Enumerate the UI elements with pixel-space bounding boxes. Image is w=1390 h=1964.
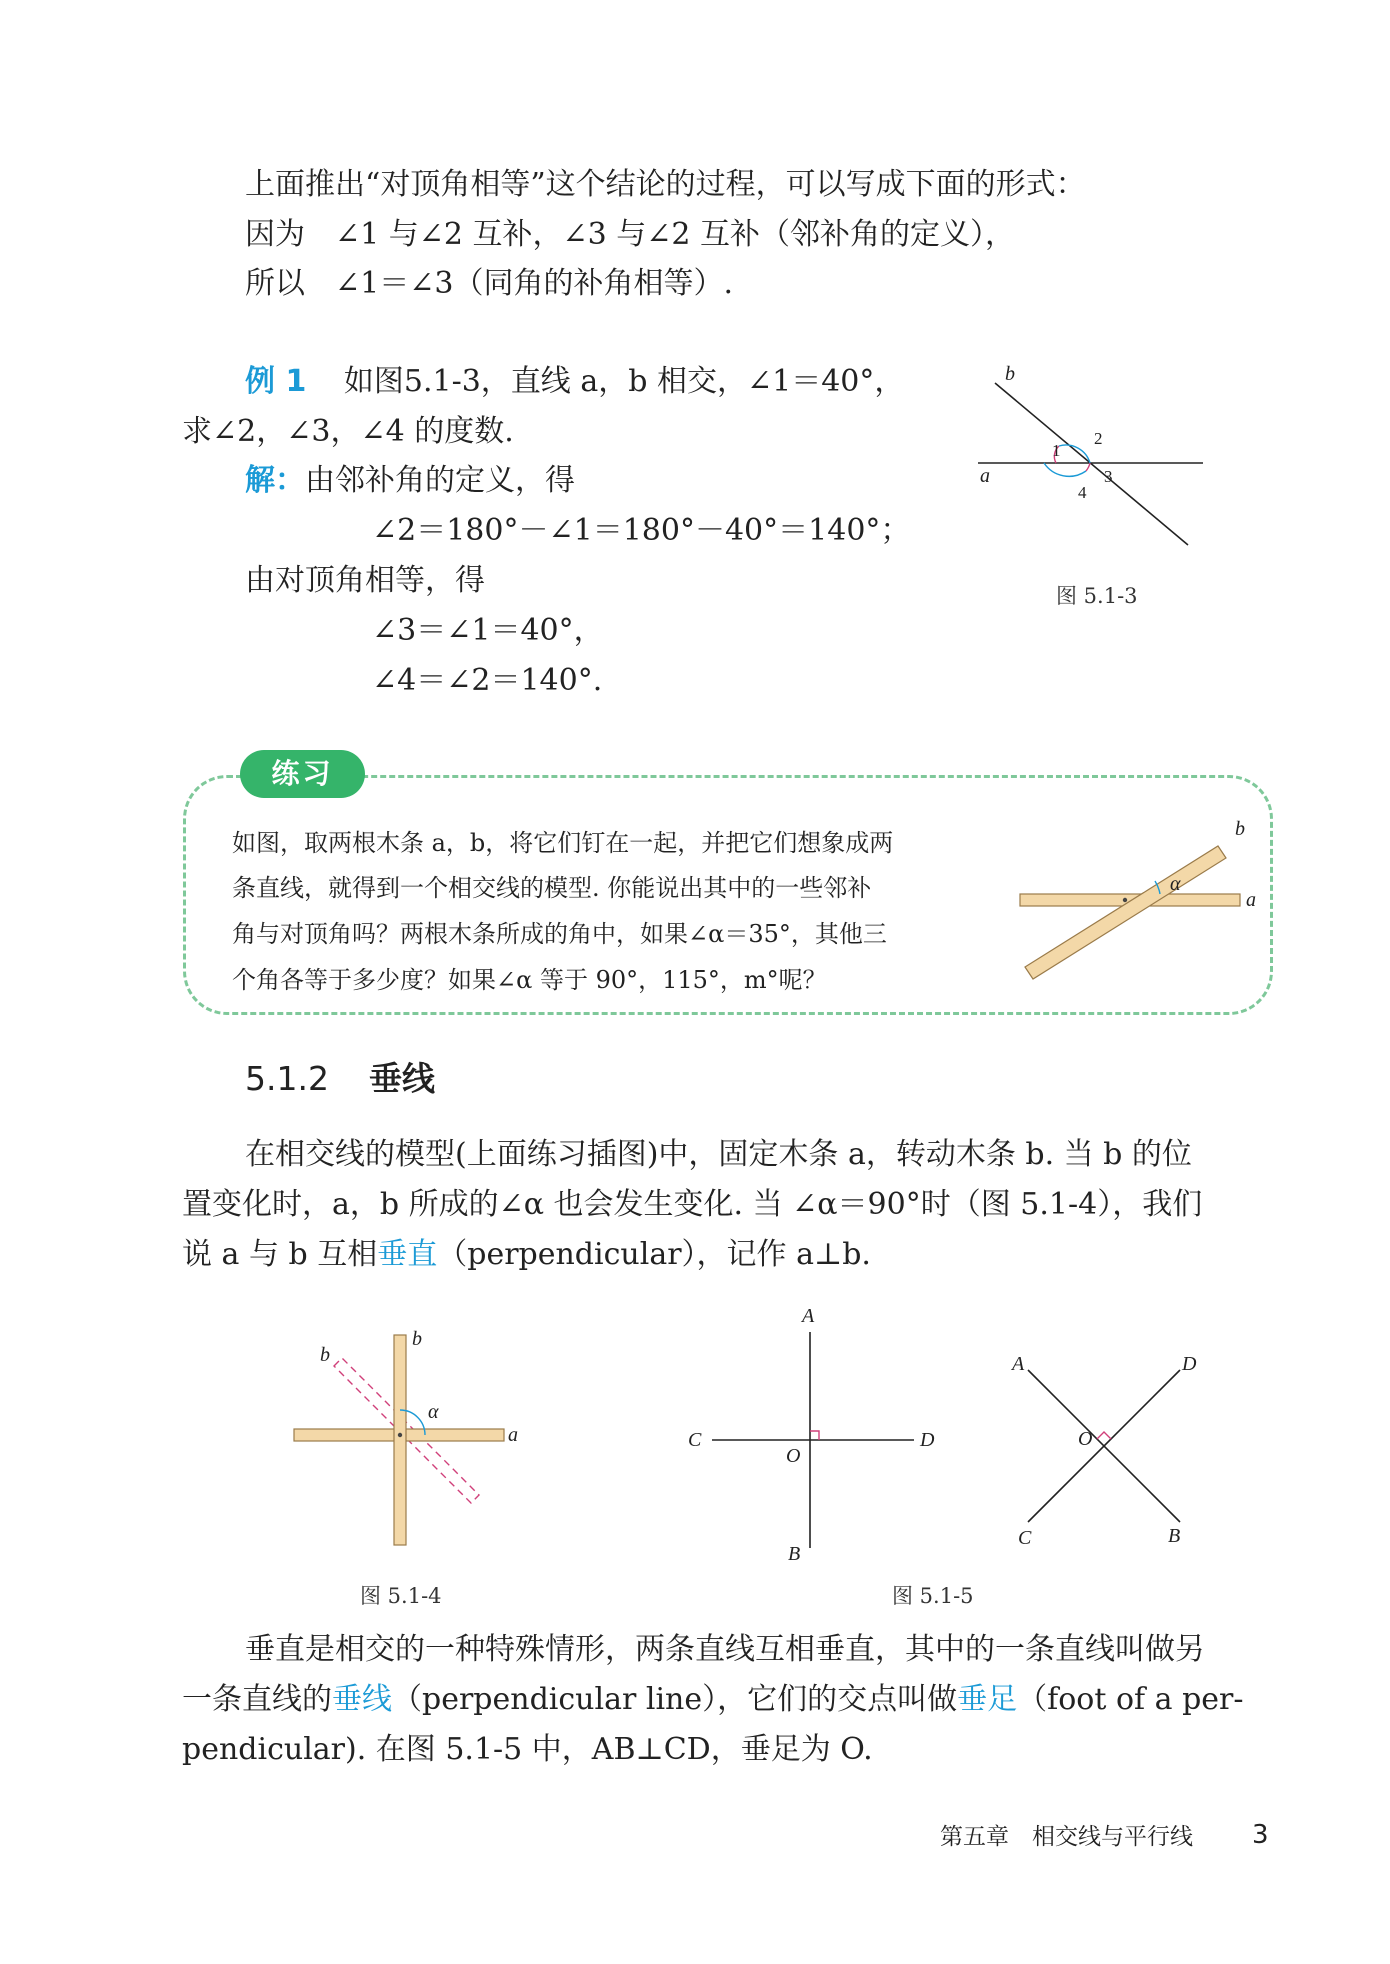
angle-4-arc: [1044, 463, 1086, 476]
solution-label: 解：: [245, 463, 305, 498]
practice-tag: 练习: [240, 750, 365, 798]
angle-2-arc: [1059, 445, 1090, 463]
label-alpha: α: [1170, 873, 1181, 895]
intro-line-2: 因为 ∠1 与∠2 互补，∠3 与∠2 互补（邻补角的定义），: [245, 217, 1016, 252]
figure-5-1-5-caption: 图 5.1-5: [892, 1584, 974, 1608]
perp-line-5-post: （foot of a per-: [1017, 1682, 1244, 1717]
solution-line-2: ∠2＝180°－∠1＝180°－40°＝140°；: [372, 513, 911, 548]
label-b: b: [412, 1328, 422, 1350]
solution-line-1: [245, 461, 575, 501]
example-question: 如图5.1-3，直线 a，b 相交，∠1＝40°，: [343, 364, 905, 399]
label-a: a: [980, 465, 990, 487]
section-heading: [245, 1057, 435, 1101]
label-alpha: α: [428, 1401, 439, 1423]
perp-line-6: pendicular). 在图 5.1-5 中，AB⊥CD，垂足为 O.: [182, 1732, 873, 1767]
practice-line-2: 条直线，就得到一个相交线的模型. 你能说出其中的一些邻补: [232, 874, 872, 902]
intro-line-3: 所以 ∠1＝∠3（同角的补角相等）.: [245, 266, 733, 301]
pivot-nail: [398, 1433, 402, 1437]
label-angle-4: 4: [1078, 483, 1087, 502]
label-angle-3: 3: [1104, 467, 1113, 486]
angle-3-arc: [1086, 463, 1090, 471]
section-number: 5.1.2: [245, 1059, 329, 1098]
figure-5-1-4-caption: 图 5.1-4: [360, 1584, 442, 1608]
label-a: a: [508, 1424, 518, 1446]
label-D-diagonal: D: [1182, 1353, 1197, 1375]
perp-line-5: [182, 1680, 1244, 1720]
label-O: O: [786, 1445, 801, 1467]
solution-line-4: ∠3＝∠1＝40°，: [372, 613, 604, 648]
practice-line-3: 角与对顶角吗？两根木条所成的角中，如果∠α＝35°，其他三: [232, 920, 887, 948]
intro-line-1: 上面推出“对顶角相等”这个结论的过程，可以写成下面的形式：: [245, 167, 1086, 202]
example-label: 例 1: [245, 364, 307, 399]
pivot-nail: [1123, 898, 1127, 902]
perp-line-5-mid: （perpendicular line），它们的交点叫做: [392, 1682, 958, 1717]
label-b-rotated: b: [320, 1344, 330, 1366]
label-A: A: [802, 1305, 815, 1327]
label-angle-2: 2: [1094, 429, 1103, 448]
label-b: b: [1235, 818, 1245, 840]
stick-b: [1025, 846, 1226, 979]
solution-text: 由邻补角的定义，得: [305, 463, 575, 498]
practice-figure: [1010, 815, 1265, 990]
term-perpendicular: 垂直: [377, 1237, 438, 1272]
label-A-diagonal: A: [1012, 1353, 1025, 1375]
solution-line-3: 由对顶角相等，得: [245, 563, 485, 598]
example-line-2: 求∠2，∠3，∠4 的度数.: [182, 414, 514, 449]
perp-line-2: 置变化时，a，b 所成的∠α 也会发生变化. 当 ∠α＝90°时（图 5.1-4），我们: [182, 1187, 1203, 1222]
label-C-diagonal: C: [1018, 1527, 1032, 1549]
perp-line-3: [182, 1235, 871, 1275]
figure-5-1-5: [670, 1300, 1230, 1570]
term-perpendicular-line: 垂线: [332, 1682, 392, 1717]
practice-line-4: 个角各等于多少度？如果∠α 等于 90°，115°，m°呢？: [232, 966, 827, 994]
perp-line-5-pre: 一条直线的: [182, 1682, 332, 1717]
label-D: D: [920, 1429, 935, 1451]
term-foot-of-perpendicular: 垂足: [957, 1682, 1018, 1717]
perp-line-3-post: （perpendicular），记作 a⊥b.: [437, 1237, 871, 1272]
label-C: C: [688, 1429, 702, 1451]
label-angle-1: 1: [1052, 441, 1061, 460]
label-B: B: [788, 1543, 801, 1565]
figure-5-1-4: [290, 1325, 530, 1565]
label-b: b: [1005, 363, 1015, 385]
perp-line-1: 在相交线的模型(上面练习插图)中，固定木条 a，转动木条 b. 当 b 的位: [245, 1137, 1192, 1172]
footer-chapter: 第五章 相交线与平行线: [940, 1824, 1193, 1850]
right-angle-mark-diagonal: [1097, 1432, 1111, 1439]
figure-5-1-3-caption: 图 5.1-3: [1056, 584, 1138, 608]
figure-5-1-3: [960, 360, 1220, 610]
solution-line-5: ∠4＝∠2＝140°.: [372, 663, 603, 698]
label-O-diagonal: O: [1078, 1428, 1093, 1450]
stick-b: [394, 1335, 406, 1545]
line-b: [995, 383, 1188, 545]
perp-line-4: 垂直是相交的一种特殊情形，两条直线互相垂直，其中的一条直线叫做另: [245, 1632, 1205, 1667]
practice-line-1: 如图，取两根木条 a，b，将它们钉在一起，并把它们想象成两: [232, 829, 894, 857]
label-B-diagonal: B: [1168, 1525, 1181, 1547]
label-a: a: [1246, 889, 1256, 911]
right-angle-mark: [810, 1431, 819, 1440]
example-line-1: [245, 362, 904, 402]
page-number: 3: [1252, 1820, 1269, 1850]
section-title: 垂线: [368, 1059, 435, 1098]
perp-line-3-pre: 说 a 与 b 互相: [182, 1237, 378, 1272]
